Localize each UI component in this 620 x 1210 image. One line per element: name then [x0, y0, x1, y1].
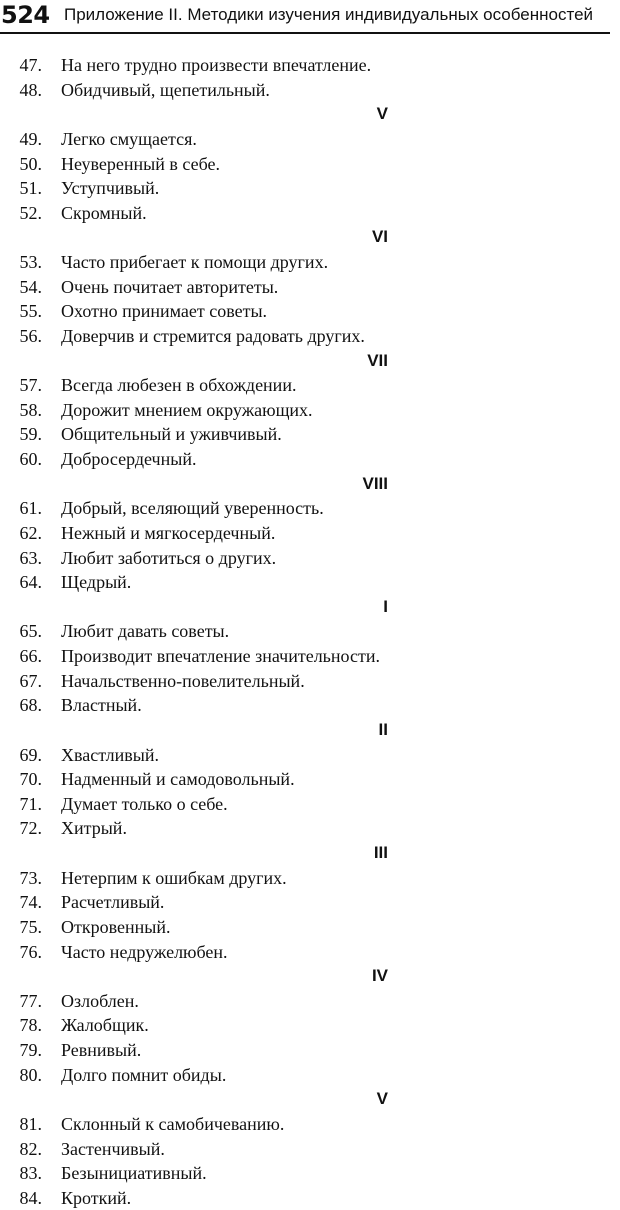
list-item [0, 422, 610, 447]
item-number: 61. [19, 498, 42, 519]
item-number: 84. [19, 1187, 42, 1208]
list-item [0, 1038, 610, 1063]
item-number: 77. [19, 990, 42, 1011]
item-number: 50. [19, 153, 42, 174]
section-heading: IV [371, 966, 388, 986]
item-number: 66. [19, 646, 42, 666]
list-item [0, 496, 610, 521]
item-number: 65. [19, 621, 42, 642]
list-item [0, 743, 610, 768]
item-text: Очень почитает авторитеты. [61, 276, 279, 297]
item-text: Думает только о себе. [61, 793, 228, 814]
item-number: 76. [19, 941, 42, 962]
item-text: Хитрый. [61, 818, 127, 839]
item-number: 58. [19, 399, 42, 420]
item-number: 63. [19, 547, 42, 568]
item-text: Щедрый. [61, 572, 132, 593]
item-text: Властный. [61, 695, 142, 716]
list-item [0, 890, 610, 915]
item-text: Откровенный. [61, 916, 171, 937]
running-title: Приложение II. Методики изучения индивидуальных особенностей [64, 5, 594, 24]
item-text: Часто прибегает к помощи других. [61, 252, 329, 272]
list-item [0, 792, 610, 817]
item-text: Долго помнит обиды. [61, 1064, 227, 1085]
list-item [0, 767, 610, 792]
page-header [0, 0, 610, 34]
questionnaire-list [0, 53, 610, 1210]
item-text: Доверчив и стремится радовать других. [61, 325, 365, 346]
list-item [0, 78, 610, 103]
item-text: Всегда любезен в обхождении. [61, 375, 297, 396]
list-item [0, 1112, 610, 1137]
section-heading: VII [367, 350, 388, 370]
item-text: Ревнивый. [61, 1040, 142, 1060]
item-text: Склонный к самобичеванию. [61, 1113, 285, 1134]
section-heading: VIII [362, 473, 388, 493]
item-text: На него трудно произвести впечатление. [61, 55, 372, 75]
item-number: 60. [19, 449, 42, 469]
item-number: 69. [19, 744, 42, 765]
list-item [0, 447, 610, 472]
item-number: 62. [19, 522, 42, 543]
list-item [0, 275, 610, 300]
item-number: 67. [19, 670, 42, 691]
item-text: Застенчивый. [61, 1138, 165, 1159]
section-heading: V [376, 104, 388, 124]
item-number: 75. [19, 916, 42, 937]
list-item [0, 1063, 610, 1088]
list-item [0, 644, 610, 669]
item-text: Легко смущается. [61, 128, 197, 149]
list-item [0, 373, 610, 398]
list-item [0, 176, 610, 201]
item-text: Производит впечатление значительности. [61, 646, 380, 666]
list-item [0, 1137, 610, 1162]
item-text: Надменный и самодовольный. [61, 769, 295, 790]
item-number: 70. [19, 769, 42, 790]
item-number: 48. [19, 79, 42, 100]
item-text: Кроткий. [61, 1187, 132, 1208]
item-number: 68. [19, 695, 42, 716]
item-number: 81. [19, 1113, 42, 1134]
section-heading: III [373, 843, 388, 862]
item-text: Расчетливый. [61, 892, 165, 913]
item-text: Хвастливый. [61, 744, 159, 765]
list-item [0, 127, 610, 152]
item-text: Озлоблен. [61, 990, 139, 1011]
item-number: 73. [19, 867, 42, 888]
item-number: 74. [19, 892, 42, 913]
list-item [0, 915, 610, 940]
item-text: Любит заботиться о других. [61, 547, 277, 568]
item-text: Скромный. [61, 202, 147, 223]
item-text: Уступчивый. [61, 178, 160, 199]
item-text: Охотно принимает советы. [61, 301, 268, 322]
item-text: Обидчивый, щепетильный. [61, 79, 270, 100]
item-text: Неуверенный в себе. [61, 153, 221, 174]
list-item [0, 250, 610, 275]
item-number: 83. [19, 1163, 42, 1184]
item-number: 54. [19, 276, 42, 297]
item-text: Нетерпим к ошибкам других. [61, 867, 287, 888]
list-item [0, 816, 610, 841]
item-number: 80. [19, 1064, 42, 1085]
list-item [0, 152, 610, 177]
list-item [0, 1013, 610, 1038]
item-number: 82. [19, 1138, 42, 1159]
item-text: Часто недружелюбен. [61, 941, 228, 962]
list-item [0, 693, 610, 718]
section-heading: I [383, 596, 388, 616]
list-item [0, 1161, 610, 1186]
list-item [0, 324, 610, 349]
list-item [0, 546, 610, 571]
list-item [0, 940, 610, 965]
section-heading: VI [371, 227, 388, 247]
item-text: Любит давать советы. [61, 621, 230, 642]
item-text: Общительный и уживчивый. [61, 424, 282, 445]
page-number: 524 [1, 1, 50, 29]
item-text: Добросердечный. [61, 449, 197, 469]
item-number: 79. [19, 1040, 42, 1060]
item-number: 55. [19, 301, 42, 322]
list-item [0, 53, 610, 78]
item-number: 51. [19, 178, 42, 199]
item-text: Нежный и мягкосердечный. [61, 522, 276, 543]
list-item [0, 299, 610, 324]
list-item [0, 866, 610, 891]
list-item [0, 669, 610, 694]
section-heading: V [376, 1089, 388, 1109]
item-number: 71. [19, 793, 42, 814]
list-item [0, 619, 610, 644]
list-item [0, 989, 610, 1014]
section-heading: II [378, 719, 388, 739]
list-item [0, 570, 610, 595]
item-text: Добрый, вселяющий уверенность. [61, 498, 324, 519]
item-number: 78. [19, 1015, 42, 1036]
item-number: 52. [19, 202, 42, 223]
item-number: 53. [19, 252, 42, 272]
item-number: 47. [19, 55, 42, 75]
item-number: 59. [19, 424, 42, 445]
item-number: 57. [19, 375, 42, 396]
list-item [0, 201, 610, 226]
list-item [0, 1186, 610, 1210]
item-text: Начальственно-повелительный. [61, 670, 305, 691]
item-text: Дорожит мнением окружающих. [61, 399, 313, 420]
item-number: 49. [19, 128, 42, 149]
item-number: 72. [19, 818, 42, 839]
item-number: 56. [19, 325, 42, 346]
list-item [0, 398, 610, 423]
item-text: Жалобщик. [61, 1015, 149, 1036]
item-text: Безынициативный. [61, 1163, 207, 1184]
item-number: 64. [19, 572, 42, 593]
list-item [0, 521, 610, 546]
